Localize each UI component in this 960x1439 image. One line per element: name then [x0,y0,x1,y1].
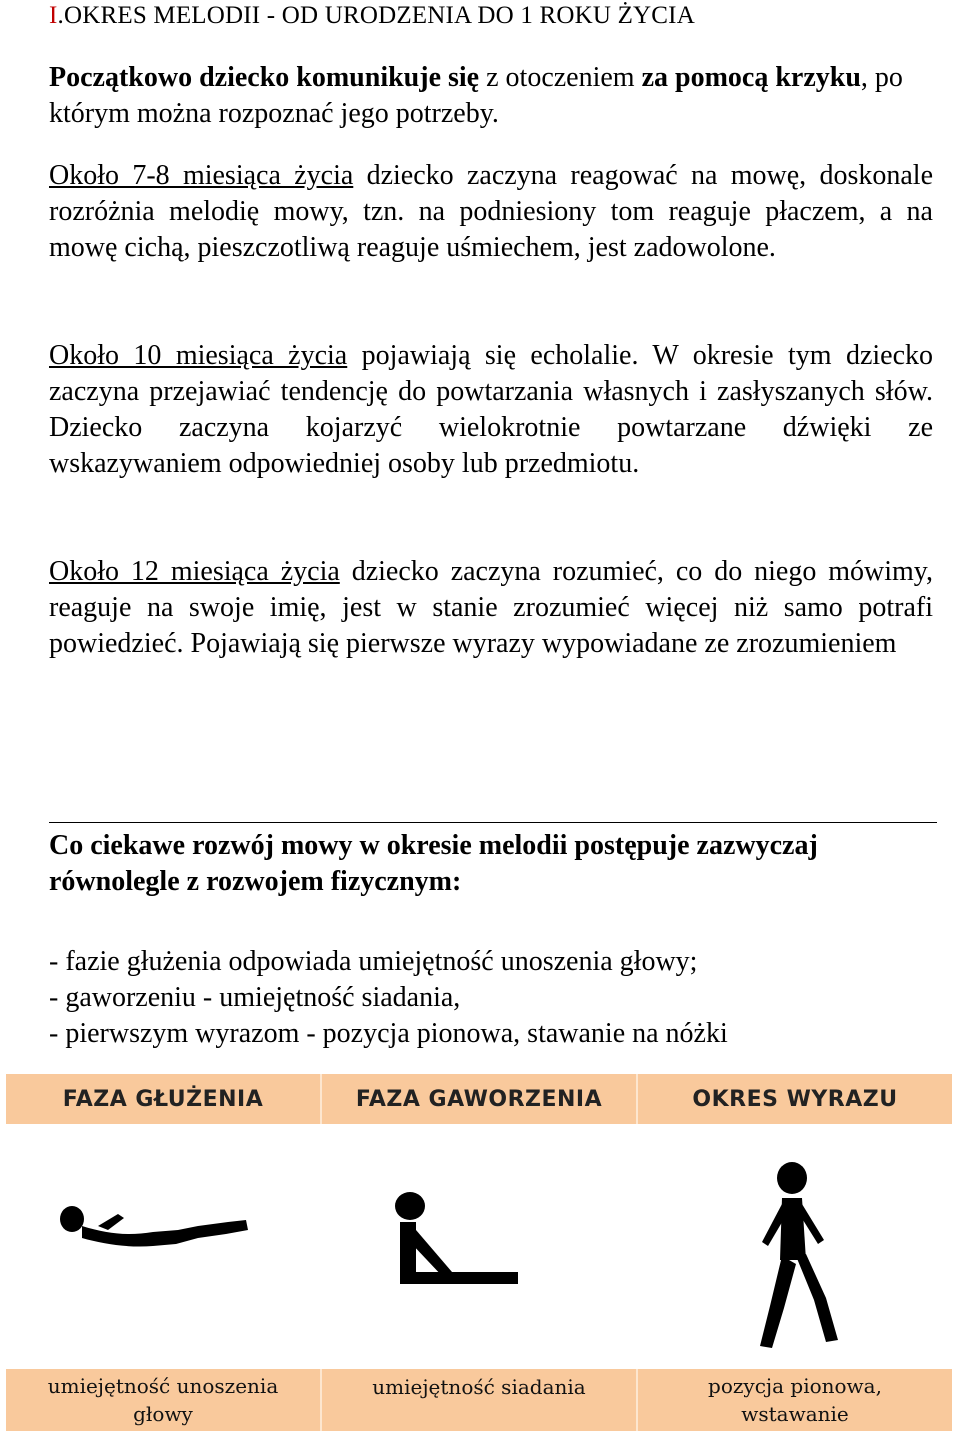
list-item: - fazie głużenia odpowiada umiejętność unoszenia głowy; [49,946,698,977]
p1-bold-crying: za pomocą krzyku [641,62,861,93]
p3-age-label: Około 10 miesiąca życia [49,340,348,371]
p1-bold-start: Początkowo dziecko komunikuje się [49,62,480,93]
p1-text-2: , po którym można rozpoznać jego potrzeby. [49,62,903,129]
p1-text-1: z otoczeniem [479,62,642,93]
paragraph-7-8-months [49,158,933,266]
sitting-figure-icon [380,1190,520,1290]
lying-figure-icon [58,1196,258,1256]
phase-label-wyraz: OKRES WYRAZU [636,1074,952,1124]
phase-label-glużenie: FAZA GŁUŻENIA [62,1086,264,1112]
paragraph-10-months [49,338,933,482]
p4-text: dziecko zaczyna rozumieć, co do niego mówimy, reaguje na swoje imię, jest w stanie zrozumieć więcej niż samo potrafi powiedzieć. Pojawiają się pierwsze wyrazy wypowiadane ze zrozumieniem [49,556,933,659]
phase-header-band [6,1074,952,1124]
skill-footer-band [6,1369,952,1431]
heading-roman-numeral: I [49,2,58,29]
list-item: - pierwszym wyrazom - pozycja pionowa, stawanie na nóżki [49,1018,728,1049]
skill-label-sitting: umiejętność siadania [320,1369,636,1431]
section-heading [49,2,695,30]
walking-figure-icon [740,1160,860,1360]
skill-label-standing: pozycja pionowa, wstawanie [636,1369,952,1431]
p3-text: pojawiają się echolalie. W okresie tym dziecko zaczyna przejawiać tendencję do powtarzania własnych i zasłyszanych słów. Dziecko zaczyna kojarzyć wielokrotnie powtarzane dźwięki ze wskazywaniem odpowiedniej osoby lub przedmiotu. [49,340,934,479]
list-item: - gaworzeniu - umiejętność siadania, [49,982,461,1013]
skill-label-head-raising: umiejętność unoszenia głowy [47,1374,279,1426]
paragraph-12-months [49,554,933,662]
phase-label-gaworzenie: FAZA GAWORZENIA [320,1074,636,1124]
physical-development-intro: Co ciekawe rozwój mowy w okresie melodii postępuje zazwyczaj równolegle z rozwojem fizycznym: [49,830,818,897]
p4-age-label: Około 12 miesiąca życia [49,556,340,587]
development-list [49,944,728,1052]
heading-text: .OKRES MELODII - OD URODZENIA DO 1 ROKU ŻYCIA [57,2,695,29]
horizontal-divider [49,822,937,823]
paragraph-crying [49,60,933,132]
p2-text: dziecko zaczyna reagować na mowę, doskonale rozróżnia melodię mowy, tzn. na podniesiony tom reaguje płaczem, a na mowę cichą, pieszczotliwą reaguje uśmiechem, jest zadowolone. [49,160,933,263]
p2-age-label: Około 7-8 miesiąca życia [49,160,354,191]
